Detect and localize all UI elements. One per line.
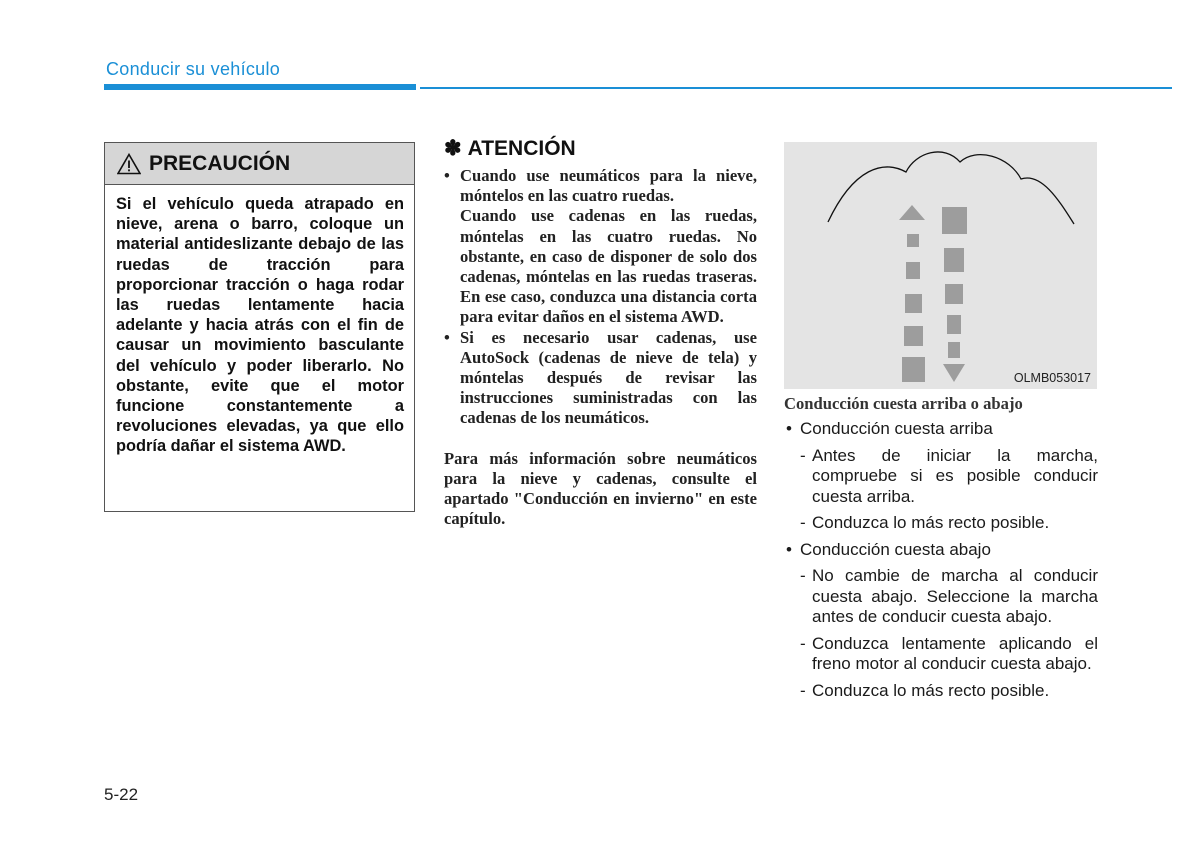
star-icon: ✽: [444, 137, 462, 160]
sub-item: - No cambie de marcha al conducir cuesta abajo. Seleccione la marcha antes de conducir cuesta abajo.: [800, 566, 1098, 626]
header-rule-thick: [104, 84, 416, 90]
sub-item: - Conduzca lo más recto posible.: [800, 513, 1050, 532]
downhill-arrow-icon: [942, 207, 967, 382]
list-item: • Conducción cuesta abajo: [784, 540, 1098, 561]
attention-bullet: [444, 166, 757, 328]
sub-item-text: No cambie de marcha al conducir cuesta abajo. Seleccione la marcha antes de conducir cuesta abajo.: [812, 566, 1098, 626]
section-title: Conducir su vehículo: [106, 59, 281, 79]
figure-code: OLMB053017: [1013, 371, 1091, 385]
page-number: 5-22: [104, 785, 139, 804]
caution-header: [105, 143, 414, 185]
sub-item-text: Conduzca lentamente aplicando el freno motor al conducir cuesta abajo.: [812, 633, 1098, 673]
attention-title: ATENCIÓN: [467, 137, 576, 160]
caution-title: PRECAUCIÓN: [149, 151, 291, 175]
caution-body: Si el vehículo queda atrapado en nieve, arena o barro, coloque un material antideslizante debajo de las ruedas de tracción para proporcionar tracción o haga rodar las ruedas lentamente hacia adelante y hacia atrás con el fin de causar un movimiento basculante del vehículo y poder liberarlo. No obstante, evite que el motor funcione constantemente a revoluciones elevadas, ya que ello podría dañar el sistema AWD.: [116, 195, 404, 456]
slope-driving-list: [784, 419, 1098, 707]
slope-driving-illustration: [784, 142, 1097, 389]
caution-box: [104, 142, 415, 512]
warning-triangle-icon: [117, 153, 141, 175]
sub-item: - Conduzca lo más recto posible.: [800, 680, 1050, 700]
sub-item-text: Antes de iniciar la marcha, compruebe si es posible conducir cuesta arriba.: [812, 445, 1098, 506]
figure-caption: Conducción cuesta arriba o abajo: [784, 394, 1023, 413]
header-rule-thin: [420, 87, 1172, 89]
uphill-arrow-icon: [899, 205, 925, 382]
attention-heading: [444, 136, 757, 161]
hill-arrows-drawing: [784, 142, 1097, 389]
list-item: • Conducción cuesta arriba: [784, 419, 1098, 440]
attention-note: Para más información sobre neumáticos para la nieve y cadenas, consulte el apartado "Conducción en invierno" en este capítulo.: [444, 448, 757, 529]
bullet-text-continued: Cuando use cadenas en las ruedas, móntelas en las cuatro ruedas. No obstante, en caso de disponer de solo dos cadenas, móntelas en las ruedas traseras. En ese caso, conduzca una distancia corta para evitar daños en el sistema AWD.: [460, 206, 757, 327]
sub-item: - Conduzca lentamente aplicando el freno motor al conducir cuesta abajo.: [800, 633, 1098, 673]
sub-item-text: Conduzca lo más recto posible.: [812, 680, 1050, 700]
bullet-text: • Cuando use neumáticos para la nieve, móntelos en las cuatro ruedas.: [460, 166, 757, 206]
bullet-text: • Si es necesario usar cadenas, use AutoSock (cadenas de nieve de tela) y móntelas después de revisar las instrucciones suministradas con las cadenas de los neumáticos.: [460, 327, 757, 428]
sub-item-text: Conduzca lo más recto posible.: [812, 513, 1050, 532]
attention-bullet: [444, 328, 757, 429]
attention-section: [444, 136, 757, 529]
sub-item: - Antes de iniciar la marcha, compruebe si es posible conducir cuesta arriba.: [800, 445, 1098, 506]
